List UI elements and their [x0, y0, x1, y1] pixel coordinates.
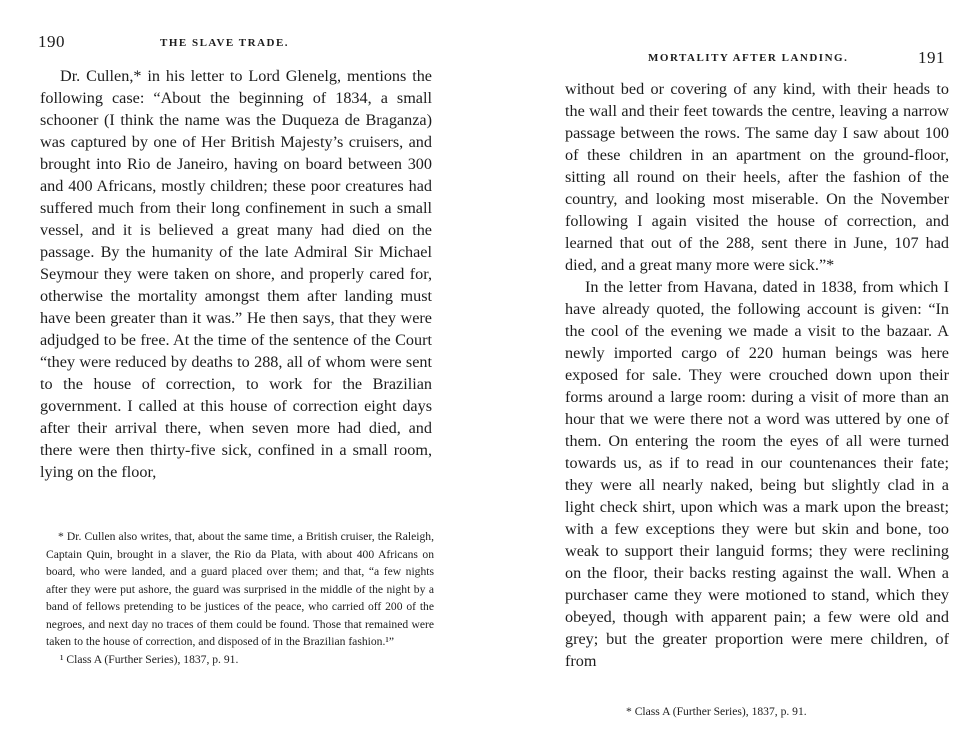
left-footnotes [46, 528, 434, 668]
right-body-text [565, 78, 949, 672]
left-page-number: 190 [38, 32, 65, 51]
right-footnotes [626, 703, 926, 721]
right-paragraph-1: without bed or covering of any kind, with their heads to the wall and their feet towards the centre, leaving a narrow passage between the rows. The same day I saw about 100 of these children in an apartment on the ground-floor, sitting all round on their heels, after the fashion of the country, and looking most miserable. On the November following I again visited the house of correction, and learned that out of the 288, sent there in June, 107 had died, and a great many more were sick.”* [565, 80, 949, 274]
left-footnote-ref: ¹ Class A (Further Series), 1837, p. 91. [60, 652, 239, 666]
left-paragraph: Dr. Cullen,* in his letter to Lord Glenelg, mentions the following case: “About the beginning of 1834, a small schooner (I think the name was the Duqueza de Braganza) was captured by one of Her British Majesty’s cruisers, and brought into Rio de Janeiro, having on board between 300 and 400 Africans, mostly children; these poor creatures had suffered much from their long confinement in such a small vessel, and it is believed a great many had died on the passage. By the humanity of the late Admiral Sir Michael Seymour they were taken on shore, and properly cared for, otherwise the mortality amongst them after landing must have been greater than it was.” He then says, that they were adjudged to be free. At the time of the sentence of the Court “they were reduced by deaths to 288, all of whom were sent to the house of correction, to work for the Brazilian government. I called at this house of correction eight days after their arrival there, when seven more had died, and there were then thirty-five sick, confined in a small room, lying on the floor, [40, 67, 432, 481]
left-footnote-main: * Dr. Cullen also writes, that, about the same time, a British cruiser, the Raleigh, Captain Quin, brought in a slaver, the Rio da Plata, with about 400 Africans on board, who were landed, and a guard placed over them; and that, “a few nights after they were put ashore, the guard was surprised in the middle of the night by a band of fellows pretending to be justices of the peace, who carried off 200 of the negroes, and next day no traces of them could be found. Those that remained were taken to the house of correction, and disposed of in the Brazilian fashion.¹” [46, 530, 434, 648]
right-running-head: MORTALITY AFTER LANDING. [648, 52, 849, 64]
right-paragraph-2: In the letter from Havana, dated in 1838, from which I have already quoted, the following account is given: “In the cool of the evening we made a visit to the bazaar. A newly imported cargo of 220 human beings was here exposed for sale. They were crouched down upon their forms around a large room: during a visit of more than an hour that we were there not a word was uttered by one of them. On entering the room the eyes of all were turned towards us, as if to read in our countenances their fate; they were all nearly naked, being but slightly clad in a light check shirt, upon which was a mark upon the breast; with a few exceptions they were but skin and bone, too weak to support their languid forms; they were reclining on the floor, their backs resting against the wall. When a purchaser came they were motioned to stand, which they obeyed, though with apparent pain; a few were old and grey; but the greater proportion were mere children, of from [565, 278, 949, 670]
right-page-number: 191 [918, 48, 945, 67]
right-page [490, 0, 980, 751]
left-page [0, 0, 470, 751]
left-running-head: THE SLAVE TRADE. [160, 37, 290, 49]
right-footnote: * Class A (Further Series), 1837, p. 91. [626, 705, 807, 718]
left-body-text [40, 65, 432, 483]
